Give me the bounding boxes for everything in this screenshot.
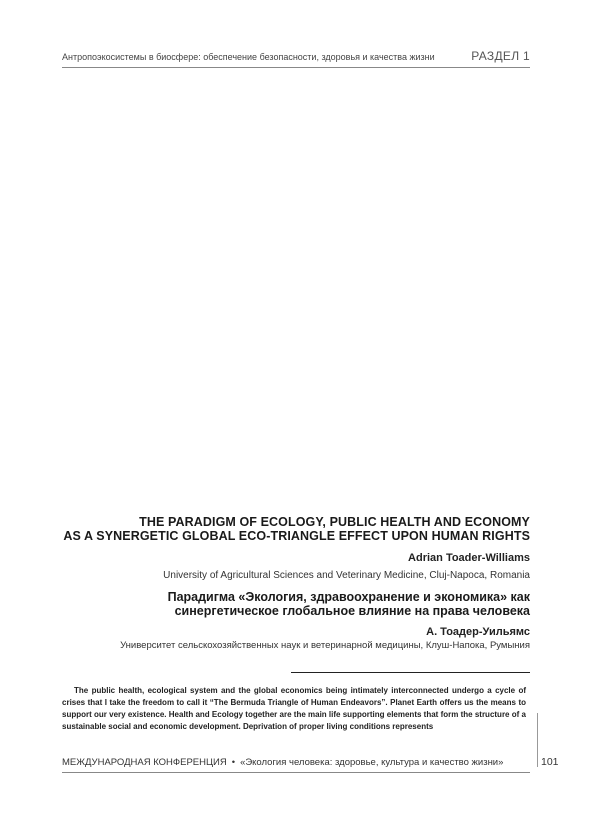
header-divider (62, 67, 530, 68)
title-en-line-2: AS A SYNERGETIC GLOBAL ECO-TRIANGLE EFFECT UPON HUMAN RIGHTS (63, 529, 530, 543)
running-title: Антропоэкосистемы в биосфере: обеспечение безопасности, здоровья и качества жизни (62, 52, 435, 62)
footer-divider (62, 772, 530, 773)
conference-title: «Экология человека: здоровье, культура и качество жизни» (240, 757, 504, 768)
affiliation-english: University of Agricultural Sciences and Veterinary Medicine, Cluj-Napoca, Romania (163, 570, 530, 581)
title-separator (291, 672, 530, 673)
conference-label: МЕЖДУНАРОДНАЯ КОНФЕРЕНЦИЯ (62, 757, 227, 768)
section-label: РАЗДЕЛ 1 (471, 49, 530, 63)
article-title-english (63, 515, 530, 543)
author-name-russian: А. Тоадер-Уильямс (426, 626, 530, 638)
abstract (62, 685, 526, 733)
title-ru-line-1: Парадигма «Экология, здравоохранение и экономика» как (167, 590, 530, 604)
bullet-separator: • (231, 757, 236, 768)
title-ru-line-2: синергетическое глобальное влияние на права человека (174, 604, 530, 618)
affiliation-russian: Университет сельскохозяйственных наук и ветеринарной медицины, Клуш-Напока, Румыния (120, 640, 530, 651)
running-footer (62, 757, 503, 768)
title-en-line-1: THE PARADIGM OF ECOLOGY, PUBLIC HEALTH AND ECONOMY (139, 515, 530, 529)
margin-bar (537, 713, 538, 767)
page-number: 101 (541, 756, 559, 768)
author-name-english: Adrian Toader-Williams (408, 552, 530, 564)
article-title-russian (168, 590, 530, 618)
running-header (62, 49, 530, 65)
abstract-paragraph: The public health, ecological system and the global economics being intimately interconnected undergo a cycle of crises that I take the freedom to call it “The Bermuda Triangle of Human Endeavors”. Planet Earth offers us the means to support our very existence. Health and Ecology together are the main life supporting elements that form the structure of a sustainable social and economic development. Deprivation of proper living conditions represents (62, 686, 526, 731)
